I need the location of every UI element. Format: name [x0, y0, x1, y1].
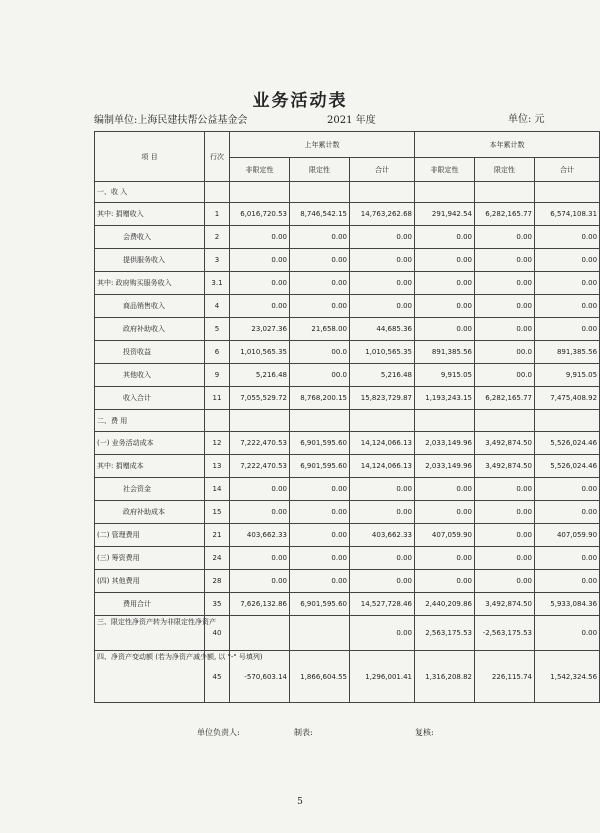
row-value: 9,915.05	[535, 364, 600, 387]
row-value	[290, 182, 350, 203]
row-value: 891,385.56	[415, 341, 475, 364]
table-row	[95, 432, 600, 455]
table-row	[95, 272, 600, 295]
row-value	[535, 410, 600, 432]
activity-statement-table	[94, 131, 600, 703]
row-line-number: 3.1	[205, 272, 230, 295]
row-value: 0.00	[230, 501, 290, 524]
col-header-curr-unrestricted: 非限定性	[415, 158, 475, 182]
row-value: 0.00	[535, 478, 600, 501]
row-value: 407,059.90	[415, 524, 475, 547]
row-value: 0.00	[290, 501, 350, 524]
row-label: 投资收益	[95, 341, 205, 364]
row-value: 9,915.05	[415, 364, 475, 387]
row-label: 费用合计	[95, 593, 205, 616]
row-label: 三、限定性净资产转为非限定性净资产	[95, 616, 205, 651]
row-value: 0.00	[475, 501, 535, 524]
col-header-curr-total: 合计	[535, 158, 600, 182]
col-header-item: 项 目	[95, 132, 205, 182]
row-line-number: 15	[205, 501, 230, 524]
row-line-number: 28	[205, 570, 230, 593]
row-value: 00.0	[290, 364, 350, 387]
row-value: 403,662.33	[230, 524, 290, 547]
row-value: -570,603.14	[230, 651, 290, 703]
report-title: 业务活动表	[252, 91, 348, 111]
row-value	[415, 410, 475, 432]
row-value	[350, 410, 415, 432]
row-label: 会费收入	[95, 226, 205, 249]
table-row	[95, 455, 600, 478]
row-value: 1,296,001.41	[350, 651, 415, 703]
row-value: 0.00	[535, 226, 600, 249]
row-value: 0.00	[230, 272, 290, 295]
row-value: 14,527,728.46	[350, 593, 415, 616]
row-value: 00.0	[475, 341, 535, 364]
row-line-number: 4	[205, 295, 230, 318]
row-value	[290, 616, 350, 651]
row-value: 0.00	[290, 524, 350, 547]
row-value: 0.00	[475, 524, 535, 547]
row-label: (一) 业务活动成本	[95, 432, 205, 455]
row-value: 0.00	[475, 272, 535, 295]
row-value: 0.00	[290, 249, 350, 272]
row-value: 0.00	[535, 501, 600, 524]
row-label: 其中: 政府购买服务收入	[95, 272, 205, 295]
row-value: 0.00	[415, 547, 475, 570]
table-row	[95, 478, 600, 501]
row-value: 0.00	[415, 570, 475, 593]
row-value: 0.00	[415, 501, 475, 524]
row-value: 5,526,024.46	[535, 432, 600, 455]
row-label: 其中: 捐赠成本	[95, 455, 205, 478]
row-line-number	[205, 410, 230, 432]
row-value: 6,574,108.31	[535, 203, 600, 226]
col-header-prev-unrestricted: 非限定性	[230, 158, 290, 182]
footer-reviewer: 复核:	[415, 728, 434, 737]
row-value: 0.00	[475, 547, 535, 570]
row-label: 政府补助收入	[95, 318, 205, 341]
row-value: 6,282,165.77	[475, 203, 535, 226]
page-number: 5	[297, 797, 303, 807]
row-value: 0.00	[535, 616, 600, 651]
row-value: 0.00	[350, 570, 415, 593]
table-row	[95, 547, 600, 570]
row-value: 0.00	[290, 570, 350, 593]
row-value	[230, 410, 290, 432]
col-header-prev-year: 上年累计数	[230, 132, 415, 158]
row-value	[230, 182, 290, 203]
row-line-number: 24	[205, 547, 230, 570]
organization-label: 编制单位:上海民建扶帮公益基金会	[94, 115, 248, 126]
table-row	[95, 364, 600, 387]
table-row	[95, 318, 600, 341]
table-row	[95, 295, 600, 318]
row-value: 8,746,542.15	[290, 203, 350, 226]
table-row	[95, 651, 600, 703]
row-value: 23,027.36	[230, 318, 290, 341]
row-value: 6,282,165.77	[475, 387, 535, 410]
row-value: 7,055,529.72	[230, 387, 290, 410]
row-value: 6,901,595.60	[290, 432, 350, 455]
row-value: 2,563,175.53	[415, 616, 475, 651]
table-row	[95, 593, 600, 616]
row-value: 0.00	[415, 226, 475, 249]
row-value	[350, 182, 415, 203]
row-value: 6,901,595.60	[290, 455, 350, 478]
row-value: 0.00	[350, 616, 415, 651]
row-label: 商品销售收入	[95, 295, 205, 318]
row-value	[475, 410, 535, 432]
row-value: 0.00	[535, 570, 600, 593]
row-value: 0.00	[475, 570, 535, 593]
row-value: 7,222,470.53	[230, 455, 290, 478]
row-value: 14,124,066.13	[350, 432, 415, 455]
footer-leader: 单位负责人:	[197, 728, 240, 737]
row-value: 0.00	[415, 249, 475, 272]
row-value: 1,193,243.15	[415, 387, 475, 410]
row-value: 0.00	[475, 295, 535, 318]
row-line-number: 5	[205, 318, 230, 341]
table-row	[95, 501, 600, 524]
row-value: 7,475,408.92	[535, 387, 600, 410]
table-row	[95, 524, 600, 547]
col-header-prev-restricted: 限定性	[290, 158, 350, 182]
table-row	[95, 570, 600, 593]
row-value: 2,033,149.96	[415, 455, 475, 478]
row-value: 0.00	[535, 249, 600, 272]
row-label: (三) 筹资费用	[95, 547, 205, 570]
row-value: 14,763,262.68	[350, 203, 415, 226]
row-line-number: 12	[205, 432, 230, 455]
row-line-number: 21	[205, 524, 230, 547]
row-value: 0.00	[475, 226, 535, 249]
row-value: 7,626,132.86	[230, 593, 290, 616]
row-value: 14,124,066.13	[350, 455, 415, 478]
row-line-number: 11	[205, 387, 230, 410]
row-value: 0.00	[350, 501, 415, 524]
row-line-number: 45	[205, 651, 230, 703]
row-value: 1,010,565.35	[230, 341, 290, 364]
row-value: 7,222,470.53	[230, 432, 290, 455]
row-line-number: 1	[205, 203, 230, 226]
row-value: 0.00	[350, 295, 415, 318]
row-value: 291,942.54	[415, 203, 475, 226]
row-value: 5,526,024.46	[535, 455, 600, 478]
currency-unit: 单位: 元	[508, 114, 545, 125]
row-value: 891,385.56	[535, 341, 600, 364]
table-row	[95, 249, 600, 272]
row-label: 收入合计	[95, 387, 205, 410]
row-value: 2,033,149.96	[415, 432, 475, 455]
row-value: 1,542,324.56	[535, 651, 600, 703]
col-header-curr-restricted: 限定性	[475, 158, 535, 182]
row-value: 8,768,200.15	[290, 387, 350, 410]
row-value: 6,016,720.53	[230, 203, 290, 226]
row-value: 0.00	[415, 478, 475, 501]
row-value: 0.00	[290, 226, 350, 249]
row-value: 0.00	[475, 249, 535, 272]
row-value: 0.00	[230, 547, 290, 570]
row-value: 00.0	[475, 364, 535, 387]
row-line-number: 9	[205, 364, 230, 387]
row-line-number: 40	[205, 616, 230, 651]
row-value: 403,662.33	[350, 524, 415, 547]
row-value: 0.00	[290, 295, 350, 318]
row-label: 一、收 入	[95, 182, 205, 203]
row-label: 社会资金	[95, 478, 205, 501]
row-value: 15,823,729.87	[350, 387, 415, 410]
row-value: 226,115.74	[475, 651, 535, 703]
row-value: 0.00	[290, 478, 350, 501]
row-value: 0.00	[350, 478, 415, 501]
row-value: 0.00	[290, 547, 350, 570]
row-value: 0.00	[350, 547, 415, 570]
row-line-number: 3	[205, 249, 230, 272]
table-row	[95, 410, 600, 432]
row-label: 政府补助成本	[95, 501, 205, 524]
row-value: 5,933,084.36	[535, 593, 600, 616]
row-value: 407,059.90	[535, 524, 600, 547]
row-value: 2,440,209.86	[415, 593, 475, 616]
col-header-line: 行次	[205, 132, 230, 182]
row-label: 其他收入	[95, 364, 205, 387]
row-line-number: 14	[205, 478, 230, 501]
row-label: 四、净资产变动额 (若为净资产减少额, 以 "-" 号填列)	[95, 651, 205, 703]
row-value: 3,492,874.50	[475, 593, 535, 616]
row-value: 3,492,874.50	[475, 432, 535, 455]
row-label: 提供服务收入	[95, 249, 205, 272]
row-value: 0.00	[535, 272, 600, 295]
row-value: 0.00	[475, 478, 535, 501]
report-year: 2021 年度	[327, 115, 376, 126]
row-value: 0.00	[535, 318, 600, 341]
table-row	[95, 616, 600, 651]
table-row	[95, 203, 600, 226]
row-value: 0.00	[290, 272, 350, 295]
row-line-number: 13	[205, 455, 230, 478]
row-value: 0.00	[475, 318, 535, 341]
row-value: 0.00	[415, 318, 475, 341]
col-header-prev-total: 合计	[350, 158, 415, 182]
row-value: 21,658.00	[290, 318, 350, 341]
row-value	[290, 410, 350, 432]
row-value: 1,866,604.55	[290, 651, 350, 703]
footer-preparer: 制表:	[294, 728, 313, 737]
row-label: (二) 管理费用	[95, 524, 205, 547]
row-value: 0.00	[350, 249, 415, 272]
row-value: 0.00	[230, 570, 290, 593]
row-value: 0.00	[350, 226, 415, 249]
table-row	[95, 226, 600, 249]
row-value: 0.00	[415, 272, 475, 295]
row-value: 00.0	[290, 341, 350, 364]
row-value: 0.00	[350, 272, 415, 295]
row-value: 0.00	[230, 249, 290, 272]
row-value	[230, 616, 290, 651]
row-value: 5,216.48	[230, 364, 290, 387]
table-row	[95, 341, 600, 364]
row-value: 0.00	[230, 226, 290, 249]
row-value: 0.00	[535, 547, 600, 570]
row-label: 其中: 捐赠收入	[95, 203, 205, 226]
row-value: 0.00	[535, 295, 600, 318]
row-line-number: 6	[205, 341, 230, 364]
row-label: (四) 其他费用	[95, 570, 205, 593]
col-header-curr-year: 本年累计数	[415, 132, 600, 158]
row-value: 3,492,874.50	[475, 455, 535, 478]
row-value: 0.00	[415, 295, 475, 318]
table-row	[95, 182, 600, 203]
row-line-number: 2	[205, 226, 230, 249]
row-value: 5,216.48	[350, 364, 415, 387]
row-value: 1,316,208.82	[415, 651, 475, 703]
row-value: 44,685.36	[350, 318, 415, 341]
row-value: 0.00	[230, 478, 290, 501]
row-value: -2,563,175.53	[475, 616, 535, 651]
row-value: 6,901,595.60	[290, 593, 350, 616]
row-line-number	[205, 182, 230, 203]
row-value	[415, 182, 475, 203]
row-line-number: 35	[205, 593, 230, 616]
row-value	[535, 182, 600, 203]
table-row	[95, 387, 600, 410]
row-label: 二、费 用	[95, 410, 205, 432]
row-value	[475, 182, 535, 203]
row-value: 1,010,565.35	[350, 341, 415, 364]
row-value: 0.00	[230, 295, 290, 318]
